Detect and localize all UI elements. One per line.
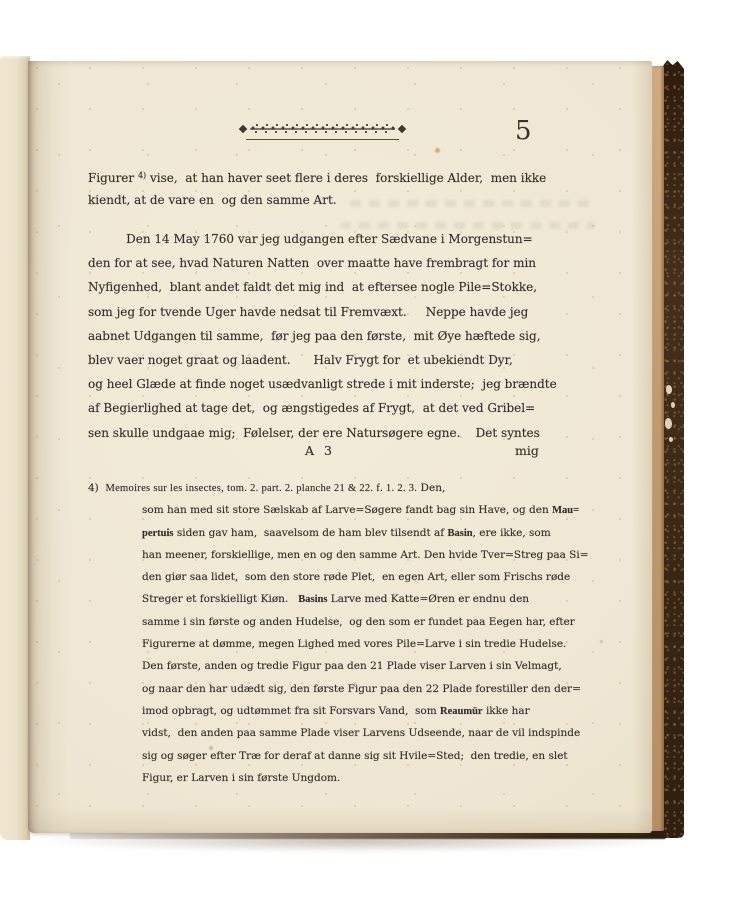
foxing-spot	[600, 640, 603, 643]
cover-wear-chip	[671, 402, 675, 408]
footnote	[88, 477, 589, 789]
text-line: Figurer $^{4)}$ vise, at han haver seet flere i deres forskiellige Alder, men ikke	[88, 171, 547, 185]
text-line: Den 14 May 1760 var jeg udgangen efter Sædvane i Morgenstun=	[88, 232, 533, 246]
cover-wear-chip	[666, 385, 672, 394]
ornament-floral-band	[250, 122, 395, 135]
text-line: samme i sin første og anden Hudelse, og den som er fundet paa Eegen har, efter	[142, 615, 575, 628]
text-line: Figur, er Larven i sin første Ungdom.	[142, 771, 341, 784]
text-line: vidst, den anden paa samme Plade viser Larvens Udseende, naar de vil indspinde	[142, 727, 581, 740]
text-line: 4) Memoires sur les insectes, tom. 2. part. 2. planche 21 & 22. f. 1. 2. 3. Den,	[88, 482, 446, 494]
text-line: imod opbragt, og udtømmet fra sit Forsvars Vand, som Reaumür ikke har	[142, 704, 530, 717]
text-line: aabnet Udgangen til samme, før jeg paa den første, mit Øye hæftede sig,	[88, 328, 541, 343]
main-text	[88, 163, 589, 795]
header-ornament-icon	[250, 122, 395, 144]
text-line: som jeg for tvende Uger havde nedsat til Fremvæxt. Neppe havde jeg	[88, 304, 529, 319]
text-line: han meener, forskiellige, men en og den samme Art. Den hvide Tver=Streg paa Si=	[142, 548, 589, 561]
text-line: Streger et forskielligt Kiøn. Basins Larve med Katte=Øren er endnu den	[142, 593, 530, 606]
text-line: som han med sit store Sælskab af Larve=Søgere fandt bag sin Have, og den Mau=	[142, 504, 580, 517]
text-line: sen skulle undgaae mig; Følelser, der ere Natursøgere egne. Det syntes	[88, 425, 540, 440]
foxing-spot	[209, 746, 213, 750]
text-line: og heel Glæde at finde noget usædvanligt strede i mit inderste; jeg brændte	[88, 377, 557, 392]
text-line: den for at see, hvad Naturen Natten over maatte have frembragt for min	[88, 256, 537, 271]
text-line: sig og søger efter Træ for deraf at danne sig sit Hvile=Sted; den tredie, en slet	[142, 749, 568, 762]
page-number: 5	[515, 116, 532, 146]
text-line: den giør saa lidet, som den store røde Plet, en egen Art, eller som Frischs røde	[142, 571, 571, 584]
page-block-edge-left	[0, 56, 30, 840]
text-line: Nyfigenhed, blant andet faldt det mig ind at eftersee nogle Pile=Stokke,	[88, 280, 538, 295]
text-line: kiendt, at de vare en og den samme Art.	[88, 193, 337, 208]
text-line: Den første, anden og tredie Figur paa den 21 Plade viser Larven i sin Velmagt,	[142, 660, 562, 673]
text-line: blev vaer noget graat og laadent. Halv Frygt for et ubekiendt Dyr,	[88, 352, 513, 367]
catchword: mig	[515, 443, 539, 458]
signature-line	[88, 443, 583, 467]
text-line: Figurerne at dømme, megen Lighed med vores Pile=Larve i sin tredie Hudelse.	[142, 638, 567, 651]
cover-wear-chip	[665, 418, 672, 429]
bleedthrough-ghost	[340, 222, 595, 229]
signature-mark: A 3	[305, 443, 335, 458]
text-line: af Begierlighed at tage det, og ængstigedes af Frygt, at det ved Gribel=	[88, 401, 536, 416]
text-line: og naar den har udædt sig, den første Figur paa den 22 Plade forestiller den der=	[142, 682, 581, 695]
cover-wear-chip	[669, 437, 673, 442]
foxing-spot	[435, 148, 440, 153]
book-cover-edge	[663, 60, 684, 838]
ornament-rule	[246, 139, 399, 140]
bleedthrough-ghost	[350, 200, 590, 207]
paragraph-2	[88, 227, 583, 445]
text-line: pertuis siden gav ham, saavelsom de ham blev tilsendt af Basin, ere ikke, som	[142, 526, 551, 539]
book-page	[28, 61, 652, 833]
page-block-fore-edge	[650, 66, 664, 831]
